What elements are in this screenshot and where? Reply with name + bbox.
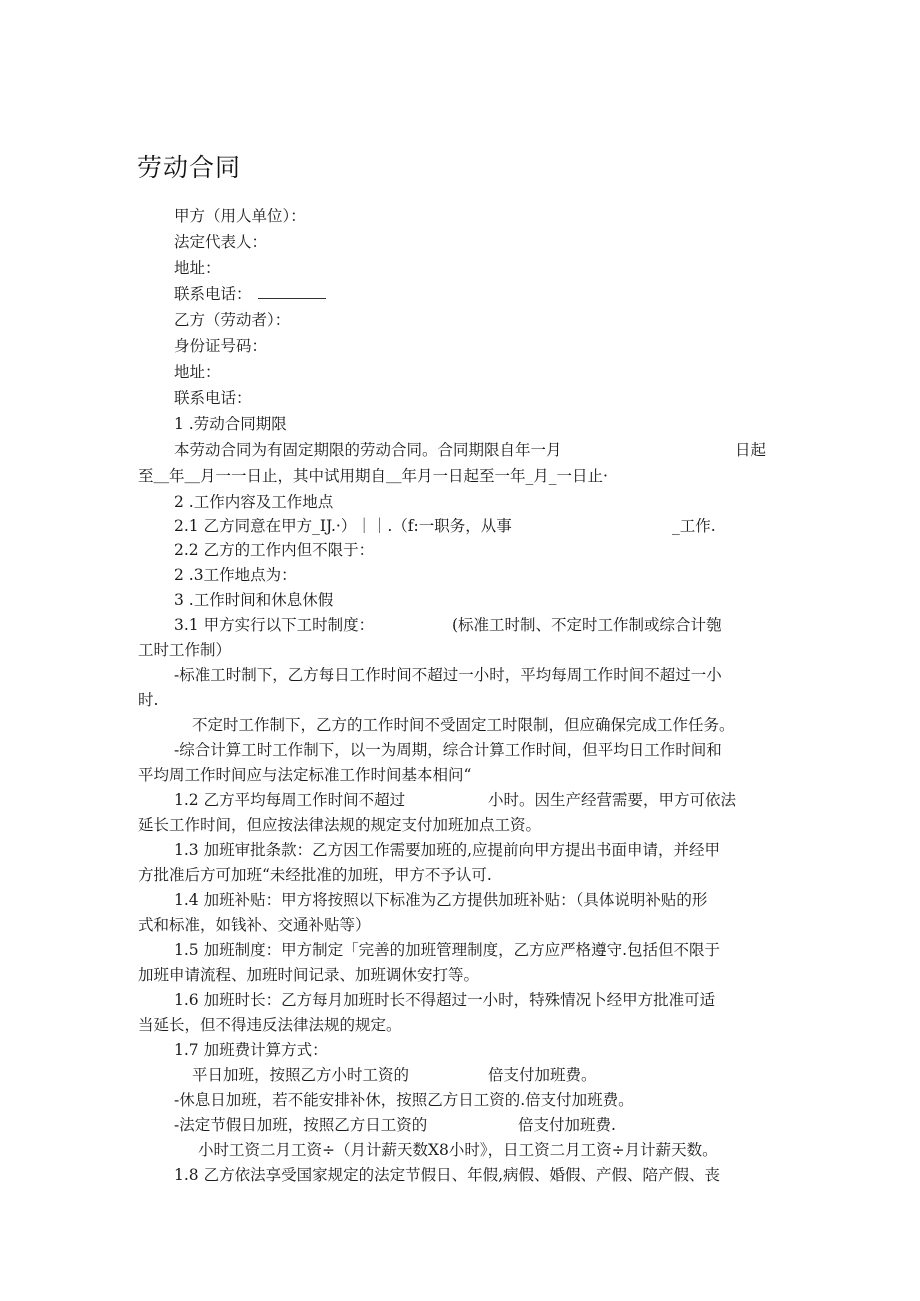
- holiday-overtime-end: 倍支付加班费.: [518, 1116, 616, 1134]
- paragraph-line: 至＿年＿月一一日止，其中试用期自＿年月一日起至一年_月_一日止·: [138, 467, 608, 485]
- paragraph-line: 不定时工作制下，乙方的工作时间不受固定工时限制，但应确保完成工作任务。: [192, 716, 735, 734]
- paragraph-line: 加班申请流程、加班时间记录、加班调休安打等。: [138, 966, 480, 984]
- clause-3-1-options: (标准工时制、不定时工作制或综合计匏: [452, 616, 722, 634]
- party-a-label: 甲方（用人单位）：: [174, 207, 306, 225]
- paragraph-line: 本劳动合同为有固定期限的劳动合同。合同期限自年一月: [174, 441, 562, 459]
- paragraph-line: -综合计算工时工作制下，以一为周期，综合计算工作时间，但平均日工作时间和: [174, 741, 722, 759]
- clause-1-5: 1.5 加班制度：甲方制定「完善的加班管理制度，乙方应严格遵守.包括但不限于: [174, 941, 721, 959]
- legal-rep-label: 法定代表人：: [174, 233, 268, 251]
- paragraph-line: 延长工作时间，但应按法律法规的规定支付加班加点工资。: [138, 816, 542, 834]
- clause-1-6: 1.6 加班时长：乙方每月加班时长不得超过一小时，特殊情况卜经甲方批准可适: [174, 991, 716, 1009]
- paragraph-line: -标准工时制下，乙方每日工作时间不超过一小时，平均每周工作时间不超过一小: [174, 666, 722, 684]
- weekday-overtime-end: 倍支付加班费。: [488, 1066, 597, 1084]
- phone-blank-line: [258, 284, 326, 299]
- clause-1-4: 1.4 加班补贴：甲方将按照以下标准为乙方提供加班补贴：（具体说明补贴的形: [174, 891, 708, 909]
- clause-1-2: 1.2 乙方平均每周工作时间不超过: [174, 791, 406, 809]
- clause-2-2: 2.2 乙方的工作内但不限于：: [174, 541, 375, 559]
- paragraph-line: 式和标准，如钱补、交通补贴等）: [138, 916, 371, 934]
- clause-3-1: 3.1 甲方实行以下工时制度：: [174, 616, 375, 634]
- party-a-address-label: 地址：: [174, 259, 221, 277]
- restday-overtime-line: -休息日加班，若不能安排补休，按照乙方日工资的.倍支付加班费。: [174, 1091, 634, 1109]
- paragraph-line: 日起: [735, 441, 767, 459]
- clause-1-8: 1.8 乙方依法享受国家规定的法定节假日、年假,病假、婚假、产假、陪产假、丧: [174, 1166, 721, 1184]
- clause-1-3: 1.3 加班审批条款：乙方因工作需要加班的,应提前向甲方提出书面申请，并经甲: [174, 841, 721, 859]
- wage-formula-line: 小时工资二月工资÷（月计薪天数X8小时》，日工资二月工资÷月计薪天数。: [198, 1141, 718, 1159]
- document-title: 劳动合同: [137, 153, 242, 182]
- party-b-address-label: 地址：: [174, 363, 221, 381]
- section-3-heading: 3 .工作时间和休息休假: [174, 591, 334, 609]
- clause-2-1: 2.1 乙方同意在甲方_IJ.·）｜｜.（f:一职务，从事: [174, 517, 512, 535]
- paragraph-line: 当延长，但不得违反法律法规的规定。: [138, 1016, 402, 1034]
- paragraph-line: 时.: [138, 691, 159, 709]
- clause-1-7: 1.7 加班费计算方式：: [174, 1041, 328, 1059]
- paragraph-line: 方批准后方可加班“未经批准的加班，甲方不予认可.: [138, 866, 492, 884]
- party-a-phone-label: 联系电话：: [174, 285, 252, 303]
- clause-1-2-continued: 小时。因生产经营需要，甲方可依法: [488, 791, 737, 809]
- clause-2-1-end: _工作.: [672, 517, 716, 535]
- paragraph-line: 工时工作制）: [138, 641, 232, 659]
- paragraph-line: 平均周工作时间应与法定标准工作时间基本相问“: [138, 766, 472, 784]
- party-b-phone-label: 联系电话：: [174, 389, 252, 407]
- weekday-overtime-line: 平日加班，按照乙方小时工资的: [192, 1066, 410, 1084]
- holiday-overtime-line: -法定节假日加班，按照乙方日工资的: [174, 1116, 428, 1134]
- section-2-heading: 2 .工作内容及工作地点: [174, 493, 334, 511]
- section-1-heading: 1 .劳动合同期限: [174, 415, 287, 433]
- id-number-label: 身份证号码：: [174, 337, 268, 355]
- party-b-label: 乙方（劳动者）：: [174, 311, 291, 329]
- party-a-phone-row: [174, 284, 326, 304]
- clause-2-3: 2 .3工作地点为：: [174, 566, 297, 584]
